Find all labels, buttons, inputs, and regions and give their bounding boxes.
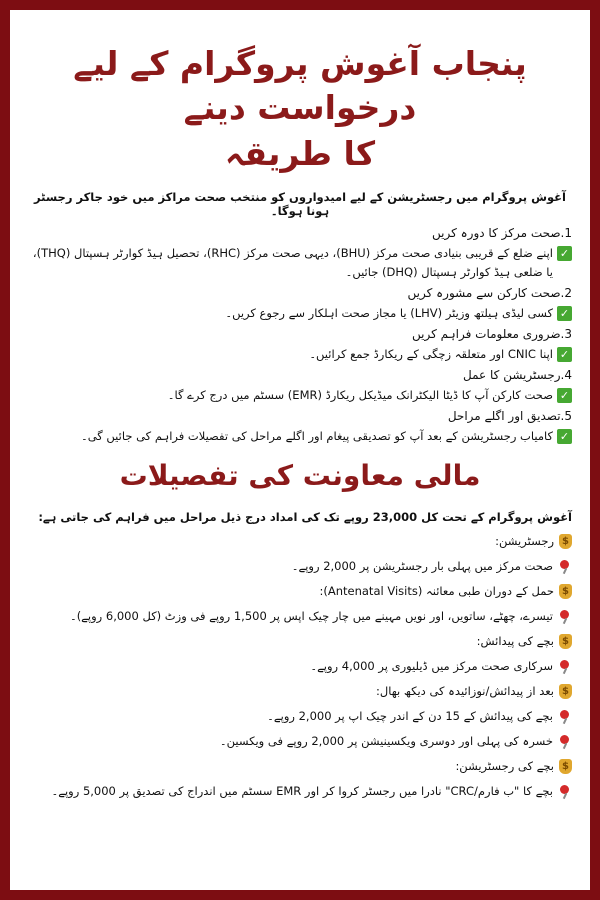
finance-heading: بچے کی پیدائش: <box>476 634 554 648</box>
step-title: 5.تصدیق اور اگلے مراحل <box>447 409 572 423</box>
pushpin-icon <box>558 710 572 724</box>
finance-heading: بعد از پیدائش/نوزائیدہ کی دیکھ بھال: <box>375 684 554 698</box>
check-mark-icon: ✓ <box>557 347 572 362</box>
finance-heading: رجسٹریشن: <box>495 534 554 548</box>
step-detail: کامیاب رجسٹریشن کے بعد آپ کو تصدیقی پیغام اور اگلے مراحل کی تفصیلات فراہم کی جائیں گی۔ <box>80 429 553 443</box>
step-5 <box>28 407 572 446</box>
finance-item: صحت مرکز میں پہلی بار رجسٹریشن پر 2,000 روپے۔ <box>291 559 553 573</box>
info-card <box>10 10 590 890</box>
page-title-line2: کا طریقہ <box>224 134 376 173</box>
finance-item: بچے کا "ب فارم/CRC" نادرا میں رجسٹر کروا کر اور EMR سسٹم میں اندراج کی تصدیق پر 5,000 روپے۔ <box>51 784 553 798</box>
finance-list <box>28 531 572 802</box>
step-title: 3.ضروری معلومات فراہم کریں <box>412 327 572 341</box>
step-title: 2.صحت کارکن سے مشورہ کریں <box>407 286 572 300</box>
money-bag-icon: $ <box>559 759 572 774</box>
finance-heading: حمل کے دوران طبی معائنہ (Antenatal Visits): <box>319 584 554 598</box>
check-mark-icon: ✓ <box>557 429 572 444</box>
finance-intro: آغوش پروگرام کے تحت کل 23,000 روپے تک کی امداد درج ذیل مراحل میں فراہم کی جاتی ہے: <box>38 510 572 524</box>
check-mark-icon: ✓ <box>557 306 572 321</box>
money-bag-icon: $ <box>559 634 572 649</box>
step-title: 1.صحت مرکز کا دورہ کریں <box>432 226 572 240</box>
pushpin-icon <box>558 735 572 749</box>
step-3 <box>28 325 572 364</box>
steps-list <box>28 224 572 446</box>
finance-item: سرکاری صحت مرکز میں ڈیلیوری پر 4,000 روپے۔ <box>310 659 553 673</box>
step-2 <box>28 284 572 323</box>
step-detail: اپنا CNIC اور متعلقہ زچگی کے ریکارڈ جمع کرائیں۔ <box>309 347 553 361</box>
check-mark-icon: ✓ <box>557 388 572 403</box>
money-bag-icon: $ <box>559 584 572 599</box>
check-mark-icon: ✓ <box>557 246 572 261</box>
pushpin-icon <box>558 560 572 574</box>
step-detail: اپنے ضلع کے قریبی بنیادی صحت مرکز (BHU)، دیہی صحت مرکز (RHC)، تحصیل ہیڈ کوارٹر ہسپتال (THQ)، یا ضلعی ہیڈ کوارٹر ہسپتال (DHQ) جائیں۔ <box>32 246 553 279</box>
finance-heading: بچے کی رجسٹریشن: <box>455 759 554 773</box>
finance-item: خسرہ کی پہلی اور دوسری ویکسینیشن پر 2,000 روپے فی ویکسین۔ <box>219 734 553 748</box>
step-title: 4.رجسٹریشن کا عمل <box>463 368 572 382</box>
finance-item: تیسرے، چھٹے، ساتویں، اور نویں مہینے میں چار چیک اپس پر 1,500 روپے فی وزٹ (کل 6,000 روپے)۔ <box>69 609 553 623</box>
section-title: مالی معاونت کی تفصیلات <box>119 459 481 492</box>
pushpin-icon <box>558 660 572 674</box>
intro-text: آغوش پروگرام میں رجسٹریشن کے لیے امیدواروں کو منتخب صحت مراکز میں خود جاکر رجسٹر ہونا ہوگا۔ <box>34 190 566 218</box>
step-detail: کسی لیڈی ہیلتھ وزیٹر (LHV) یا مجاز صحت اہلکار سے رجوع کریں۔ <box>225 306 553 320</box>
pushpin-icon <box>558 785 572 799</box>
step-detail: صحت کارکن آپ کا ڈیٹا الیکٹرانک میڈیکل ریکارڈ (EMR) سسٹم میں درج کرے گا۔ <box>167 388 553 402</box>
money-bag-icon: $ <box>559 684 572 699</box>
finance-item: بچے کی پیدائش کے 15 دن کے اندر چیک اپ پر 2,000 روپے۔ <box>267 709 553 723</box>
step-1 <box>28 224 572 282</box>
step-4 <box>28 366 572 405</box>
money-bag-icon: $ <box>559 534 572 549</box>
page-title-line1: پنجاب آغوش پروگرام کے لیے درخواست دینے <box>73 44 527 127</box>
pushpin-icon <box>558 610 572 624</box>
